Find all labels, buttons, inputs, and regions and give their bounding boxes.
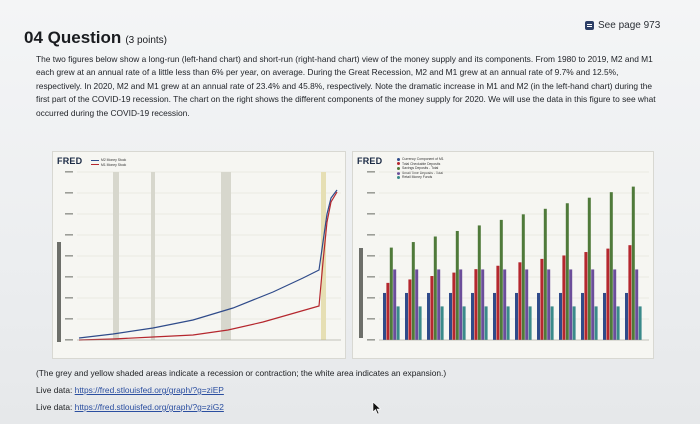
bar [493,293,496,340]
tick-label-mark [367,255,375,257]
live-data-label: Live data: [36,402,73,412]
bar [529,306,532,340]
bar [412,242,415,340]
bar [632,187,635,340]
right-chart-plot [353,152,653,358]
bar [537,293,540,340]
bar [566,203,569,340]
bar [591,269,594,340]
live-data-link-2[interactable]: https://fred.stlouisfed.org/graph/?g=ziG2 [74,402,224,412]
bar [559,293,562,340]
legend-item-checkable: Total Checkable Deposits [397,162,444,167]
bar [405,293,408,340]
live-data-label: Live data: [36,385,73,395]
bar [522,214,525,340]
bar [588,198,591,340]
bar [613,269,616,340]
bar [485,306,488,340]
tick-label-mark [367,234,375,236]
bar [456,231,459,340]
legend-item-retail: Retail Money Funds [397,175,444,180]
bar [471,293,474,340]
bar [449,293,452,340]
bar [390,248,393,340]
see-page-label: See page 973 [598,20,661,31]
bar [383,293,386,340]
bar [547,269,550,340]
bar [603,293,606,340]
tick-label-mark [65,234,73,236]
live-data-line-1 [36,385,224,395]
bar [562,255,565,340]
bar [581,293,584,340]
bar [544,209,547,340]
legend-item-savings: Savings Deposits - Total [397,166,444,171]
tick-label-mark [367,297,375,299]
live-data-line-2 [36,402,224,412]
bar [427,293,430,340]
bar [415,269,418,340]
question-points: (3 points) [125,35,167,46]
legend-item-m1: M1 Money Stock [91,163,126,168]
fred-logo: FRED [357,156,383,166]
short-run-components-chart [352,151,654,359]
legend-item-small-time: Small Time Deposits - Total [397,171,444,176]
tick-label-mark [65,192,73,194]
bar [518,262,521,340]
bar [419,306,422,340]
mouse-cursor-icon [372,401,382,415]
bar [481,269,484,340]
bar [595,306,598,340]
bar [408,279,411,340]
bar [478,225,481,340]
bar [551,306,554,340]
bar [610,192,613,340]
tick-label-mark [65,171,73,173]
bar [503,269,506,340]
bar [386,283,389,340]
bar [525,269,528,340]
tick-label-mark [65,339,73,341]
fred-logo: FRED [57,156,83,166]
recession-band [113,172,119,340]
bar [617,306,620,340]
tick-label-mark [65,297,73,299]
bar [573,306,576,340]
bar [459,269,462,340]
bar [606,249,609,340]
bar [393,269,396,340]
tick-label-mark [367,213,375,215]
tick-label-mark [65,276,73,278]
bar [397,306,400,340]
tick-label-mark [65,318,73,320]
tick-label-mark [367,339,375,341]
question-body: The two figures below show a long-run (left-hand chart) and short-run (right-hand chart) view of the money supply and its components. From 1980 to 2019, M2 and M1 each grew at an annual rate of a little less than 6% per year, on average. During the Great Recession, M2 and M1 grew at an annual rate of 9.7% and 12.5%, respectively. In 2020, M2 and M1 grew at an annual rate of 23.4% and 45.8%, respectively. Note the dramatic increase in M1 and M2 (in the left-hand chart) during the first part of the COVID-19 recession. The chart on the right shows the different components of the money supply for 2020. We will use the data in this figure to see what occurred during the COVID-19 recession. [36,54,656,118]
see-page-link[interactable] [585,20,660,31]
tick-label-mark [367,171,375,173]
bar [639,306,642,340]
bar [434,237,437,340]
bar [437,269,440,340]
y-axis-label-bar [57,242,61,342]
tick-label-mark [367,276,375,278]
left-chart-plot [53,152,345,358]
long-run-money-chart [52,151,346,359]
question-title [24,28,167,48]
live-data-link-1[interactable]: https://fred.stlouisfed.org/graph/?g=ziEP [74,385,224,395]
bar [463,306,466,340]
tick-label-mark [65,213,73,215]
bar [628,245,631,340]
bar [500,220,503,340]
bar [569,269,572,340]
bar [496,266,499,340]
book-icon [585,21,594,30]
legend-item-m2: M2 Money Stock [91,158,126,163]
bar [540,259,543,340]
bar [515,293,518,340]
tick-label-mark [367,318,375,320]
bar [452,273,455,340]
bar [441,306,444,340]
recession-band [221,172,231,340]
chart-caption: (The grey and yellow shaded areas indicate a recession or contraction; the white area indicates an expansion.) [36,368,447,378]
bar [635,269,638,340]
question-title-text: 04 Question [24,28,122,47]
bar [584,252,587,340]
recession-band [151,172,155,340]
bar [430,276,433,340]
tick-label-mark [65,255,73,257]
legend-item-currency: Currency Component of M1 [397,157,444,162]
y-axis-label-bar [359,248,363,338]
tick-label-mark [367,192,375,194]
bar [474,269,477,340]
bar [625,293,628,340]
bar [507,306,510,340]
